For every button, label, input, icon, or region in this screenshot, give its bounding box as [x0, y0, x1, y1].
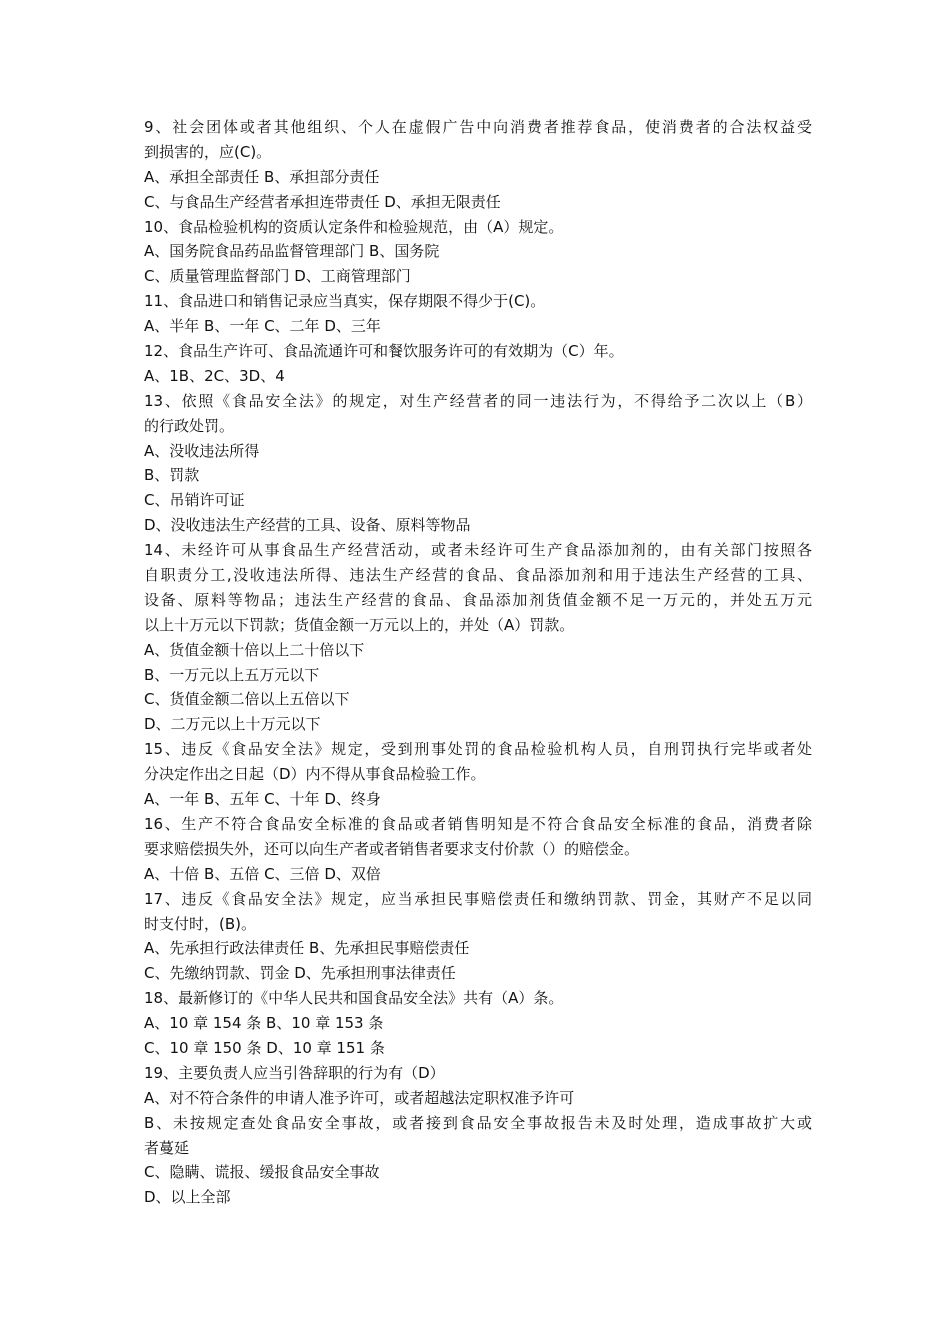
question-13-text-cont: 的行政处罚。 — [144, 416, 235, 435]
question-19-option-c: C、隐瞒、谎报、缓报食品安全事故 — [144, 1163, 380, 1182]
question-11-options: A、半年 B、一年 C、二年 D、三年 — [144, 317, 381, 336]
question-9-text-cont: 到损害的，应(C)。 — [144, 142, 272, 161]
question-15-text-cont: 分决定作出之日起（D）内不得从事食品检验工作。 — [144, 765, 486, 784]
question-14-option-d: D、二万元以上十万元以下 — [144, 715, 321, 734]
question-9-options-cd: C、与食品生产经营者承担连带责任 D、承担无限责任 — [144, 192, 501, 211]
question-14-option-c: C、货值金额二倍以上五倍以下 — [144, 690, 350, 709]
question-13-option-b: B、罚款 — [144, 466, 200, 485]
question-19-option-b-cont: 者蔓延 — [144, 1138, 190, 1157]
question-17-options-cd: C、先缴纳罚款、罚金 D、先承担刑事法律责任 — [144, 964, 456, 983]
question-14-text: 14、未经许可从事食品生产经营活动，或者未经许可生产食品添加剂的，由有关部门按照各 — [144, 541, 812, 560]
question-12-options: A、1B、2C、3D、4 — [144, 366, 285, 385]
question-19-option-b: B、未按规定查处食品安全事故，或者接到食品安全事故报告未及时处理，造成事故扩大或 — [144, 1113, 812, 1132]
question-14-text-cont-3: 以上十万元以下罚款；货值金额一万元以上的，并处（A）罚款。 — [144, 615, 575, 634]
question-13-text: 13、依照《食品安全法》的规定，对生产经营者的同一违法行为，不得给予二次以上（B） — [144, 391, 812, 410]
question-19-option-d: D、以上全部 — [144, 1188, 231, 1207]
question-16-text: 16、生产不符合食品安全标准的食品或者销售明知是不符合食品安全标准的食品，消费者除 — [144, 814, 812, 833]
question-17-text-cont: 时支付时，(B)。 — [144, 914, 256, 933]
question-9-options-ab: A、承担全部责任 B、承担部分责任 — [144, 167, 380, 186]
question-11-text: 11、食品进口和销售记录应当真实，保存期限不得少于(C)。 — [144, 292, 546, 311]
question-10-options-cd: C、质量管理监督部门 D、工商管理部门 — [144, 267, 411, 286]
question-13-option-d: D、没收违法生产经营的工具、设备、原料等物品 — [144, 516, 471, 535]
document-body — [144, 115, 812, 1210]
question-17-text: 17、违反《食品安全法》规定，应当承担民事赔偿责任和缴纳罚款、罚金，其财产不足以同 — [144, 889, 812, 908]
question-10-text: 10、食品检验机构的资质认定条件和检验规范，由（A）规定。 — [144, 217, 564, 236]
question-19-text: 19、主要负责人应当引咎辞职的行为有（D） — [144, 1063, 445, 1082]
question-16-options: A、十倍 B、五倍 C、三倍 D、双倍 — [144, 864, 381, 883]
question-15-text: 15、违反《食品安全法》规定，受到刑事处罚的食品检验机构人员，自刑罚执行完毕或者处 — [144, 740, 812, 759]
question-14-option-b: B、一万元以上五万元以下 — [144, 665, 320, 684]
question-14-option-a: A、货值金额十倍以上二十倍以下 — [144, 640, 365, 659]
question-12-text: 12、食品生产许可、食品流通许可和餐饮服务许可的有效期为（C）年。 — [144, 342, 624, 361]
question-18-options-ab: A、10 章 154 条 B、10 章 153 条 — [144, 1014, 384, 1033]
question-9-text: 9、社会团体或者其他组织、个人在虚假广告中向消费者推荐食品，使消费者的合法权益受 — [144, 118, 812, 136]
question-14-text-cont-1: 自职责分工,没收违法所得、违法生产经营的食品、食品添加剂和用于违法生产经营的工具、 — [144, 566, 812, 585]
question-19-option-a: A、对不符合条件的申请人准予许可，或者超越法定职权准予许可 — [144, 1088, 575, 1107]
question-13-option-a: A、没收违法所得 — [144, 441, 260, 460]
question-17-options-ab: A、先承担行政法律责任 B、先承担民事赔偿责任 — [144, 939, 470, 958]
question-16-text-cont: 要求赔偿损失外，还可以向生产者或者销售者要求支付价款（）的赔偿金。 — [144, 839, 640, 858]
question-10-options-ab: A、国务院食品药品监督管理部门 B、国务院 — [144, 242, 440, 261]
question-13-option-c: C、吊销许可证 — [144, 491, 245, 510]
question-14-text-cont-2: 设备、原料等物品；违法生产经营的食品、食品添加剂货值金额不足一万元的，并处五万元 — [144, 590, 812, 609]
question-18-text: 18、最新修订的《中华人民共和国食品安全法》共有（A）条。 — [144, 989, 564, 1008]
question-15-options: A、一年 B、五年 C、十年 D、终身 — [144, 790, 381, 809]
question-18-options-cd: C、10 章 150 条 D、10 章 151 条 — [144, 1038, 385, 1057]
